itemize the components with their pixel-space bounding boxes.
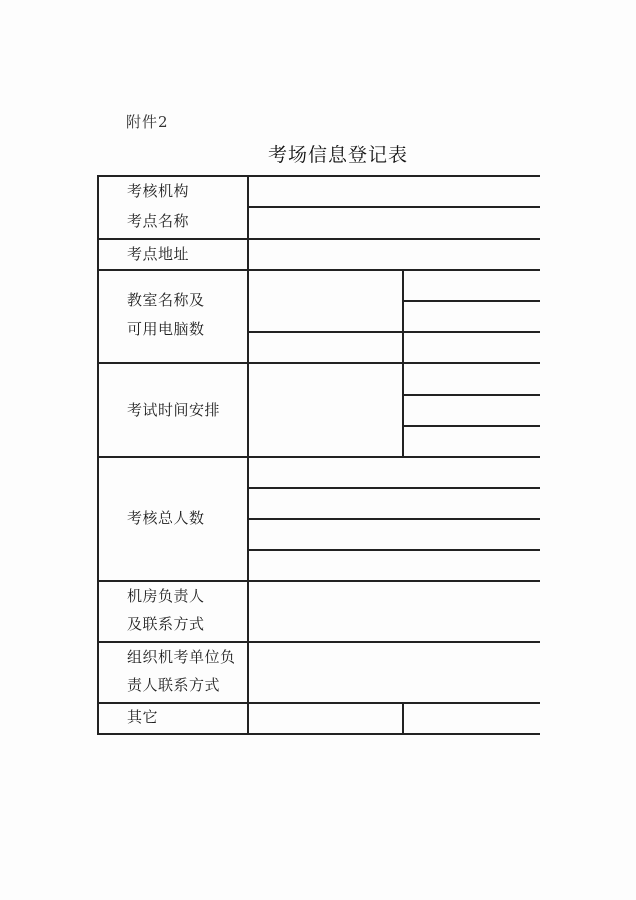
input-site-address[interactable] (249, 240, 540, 269)
form-title: 考场信息登记表 (267, 144, 408, 166)
label-site-address: 考点地址 (127, 245, 190, 263)
attachment-label: 附件2 (126, 113, 169, 131)
input-classroom-name[interactable] (249, 271, 402, 331)
label-schedule: 考试时间安排 (127, 401, 221, 419)
label-org: 考核机构 (127, 182, 190, 200)
column-divider (402, 702, 404, 734)
row-divider (402, 425, 540, 427)
table-border-bottom (97, 733, 540, 735)
input-classroom-count[interactable] (404, 271, 540, 300)
input-other[interactable] (249, 704, 402, 733)
label-classrooms-line1: 教室名称及 (127, 291, 205, 309)
input-total[interactable] (249, 458, 540, 487)
label-room-contact-line1: 机房负责人 (127, 587, 205, 605)
row-divider (402, 394, 540, 396)
row-divider (402, 300, 540, 302)
label-classrooms-line2: 可用电脑数 (127, 320, 205, 338)
row-divider (247, 487, 540, 489)
input-schedule-date[interactable] (249, 364, 402, 456)
input-org[interactable] (249, 177, 540, 206)
label-total: 考核总人数 (127, 509, 205, 527)
label-unit-contact-line1: 组织机考单位负 (127, 648, 236, 666)
label-other: 其它 (127, 708, 159, 726)
input-room-contact[interactable] (249, 582, 540, 641)
input-unit-contact[interactable] (249, 643, 540, 702)
row-divider (247, 331, 540, 333)
input-site-name[interactable] (249, 208, 540, 238)
registration-form-table (97, 175, 540, 734)
label-site-name: 考点名称 (127, 212, 190, 230)
row-divider (247, 518, 540, 520)
label-room-contact-line2: 及联系方式 (127, 615, 205, 633)
input-schedule-time[interactable] (404, 364, 540, 394)
label-unit-contact-line2: 责人联系方式 (127, 676, 221, 694)
row-divider (247, 549, 540, 551)
table-border-left (97, 175, 99, 734)
